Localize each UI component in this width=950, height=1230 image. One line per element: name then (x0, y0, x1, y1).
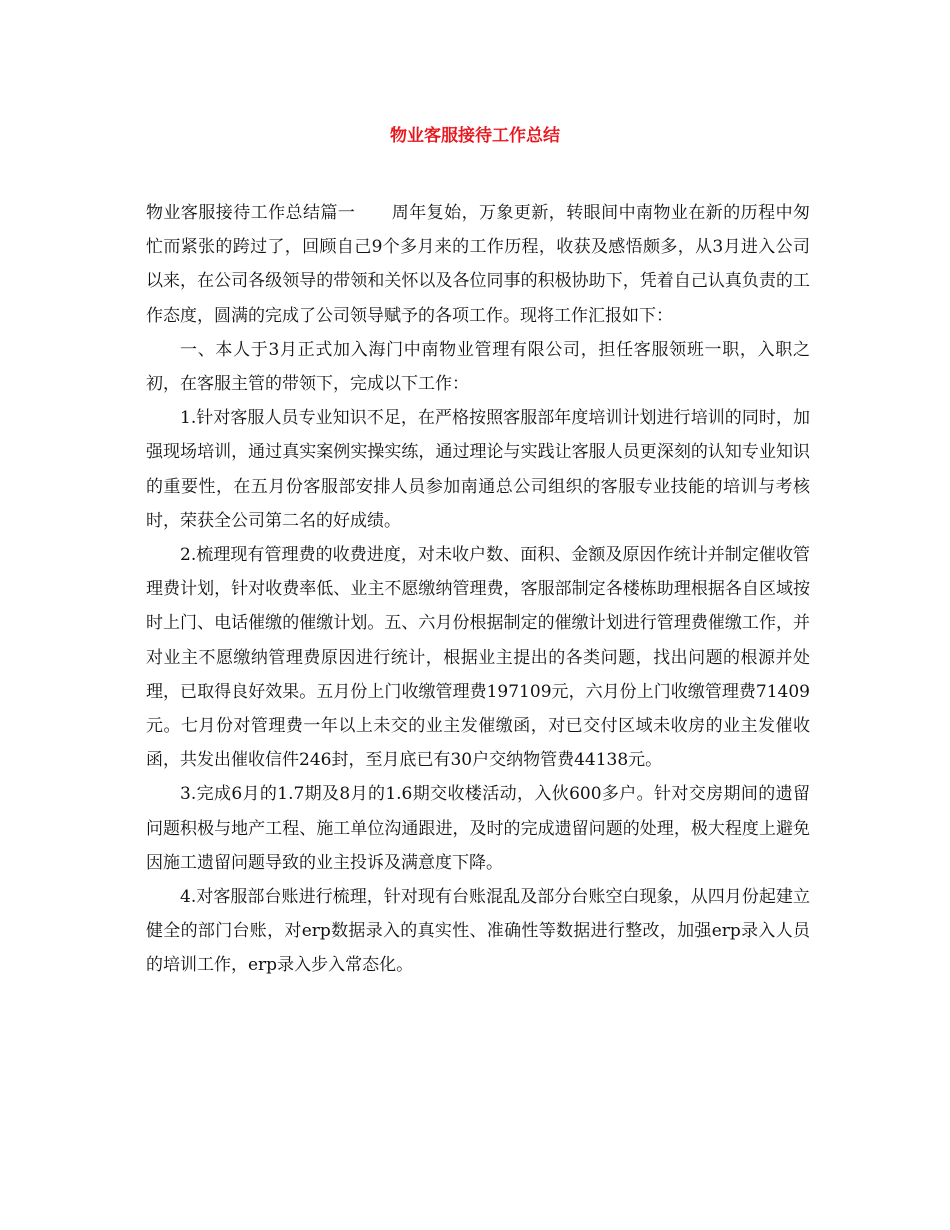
body-paragraph: 3.完成6月的1.7期及8月的1.6期交收楼活动，入伙600多户。针对交房期间的遗留问题积极与地产工程、施工单位沟通跟进，及时的完成遗留问题的处理，极大程度上避免因施工遗留问题导致的业主投诉及满意度下降。 (146, 784, 810, 873)
intro-paragraph (146, 196, 810, 333)
body-paragraph: 2.梳理现有管理费的收费进度，对未收户数、面积、金额及原因作统计并制定催收管理费计划，针对收费率低、业主不愿缴纳管理费，客服部制定各楼栋助理根据各自区域按时上门、电话催缴的催缴计划。五、六月份根据制定的催缴计划进行管理费催缴工作，并对业主不愿缴纳管理费原因进行统计，根据业主提出的各类问题，找出问题的根源并处理，已取得良好效果。五月份上门收缴管理费197109元，六月份上门收缴管理费71409元。七月份对管理费一年以上未交的业主发催缴函，对已交付区域未收房的业主发催收函，共发出催收信件246封，至月底已有30户交纳物管费44138元。 (146, 545, 810, 771)
document-body (146, 196, 810, 983)
document-title: 物业客服接待工作总结 (390, 126, 560, 146)
body-paragraph: 1.针对客服人员专业知识不足，在严格按照客服部年度培训计划进行培训的同时，加强现场培训，通过真实案例实操实练，通过理论与实践让客服人员更深刻的认知专业知识的重要性，在五月份客服部安排人员参加南通总公司组织的客服专业技能的培训与考核时，荣获全公司第二名的好成绩。 (146, 408, 810, 531)
body-paragraph: 4.对客服部台账进行梳理，针对现有台账混乱及部分台账空白现象，从四月份起建立健全的部门台账，对erp数据录入的真实性、准确性等数据进行整改，加强erp录入人员的培训工作，erp录入步入常态化。 (146, 887, 810, 976)
intro-text: 周年复始，万象更新，转眼间中南物业在新的历程中匆忙而紧张的跨过了，回顾自己9个多月来的工作历程，收获及感悟颇多，从3月进入公司以来，在公司各级领导的带领和关怀以及各位同事的积极协助下，凭着自己认真负责的工作态度，圆满的完成了公司领导赋予的各项工作。现将工作汇报如下： (146, 203, 811, 326)
intro-heading: 物业客服接待工作总结篇一 (146, 203, 356, 223)
body-paragraph: 一、本人于3月正式加入海门中南物业管理有限公司，担任客服领班一职，入职之初，在客服主管的带领下，完成以下工作： (146, 339, 810, 395)
